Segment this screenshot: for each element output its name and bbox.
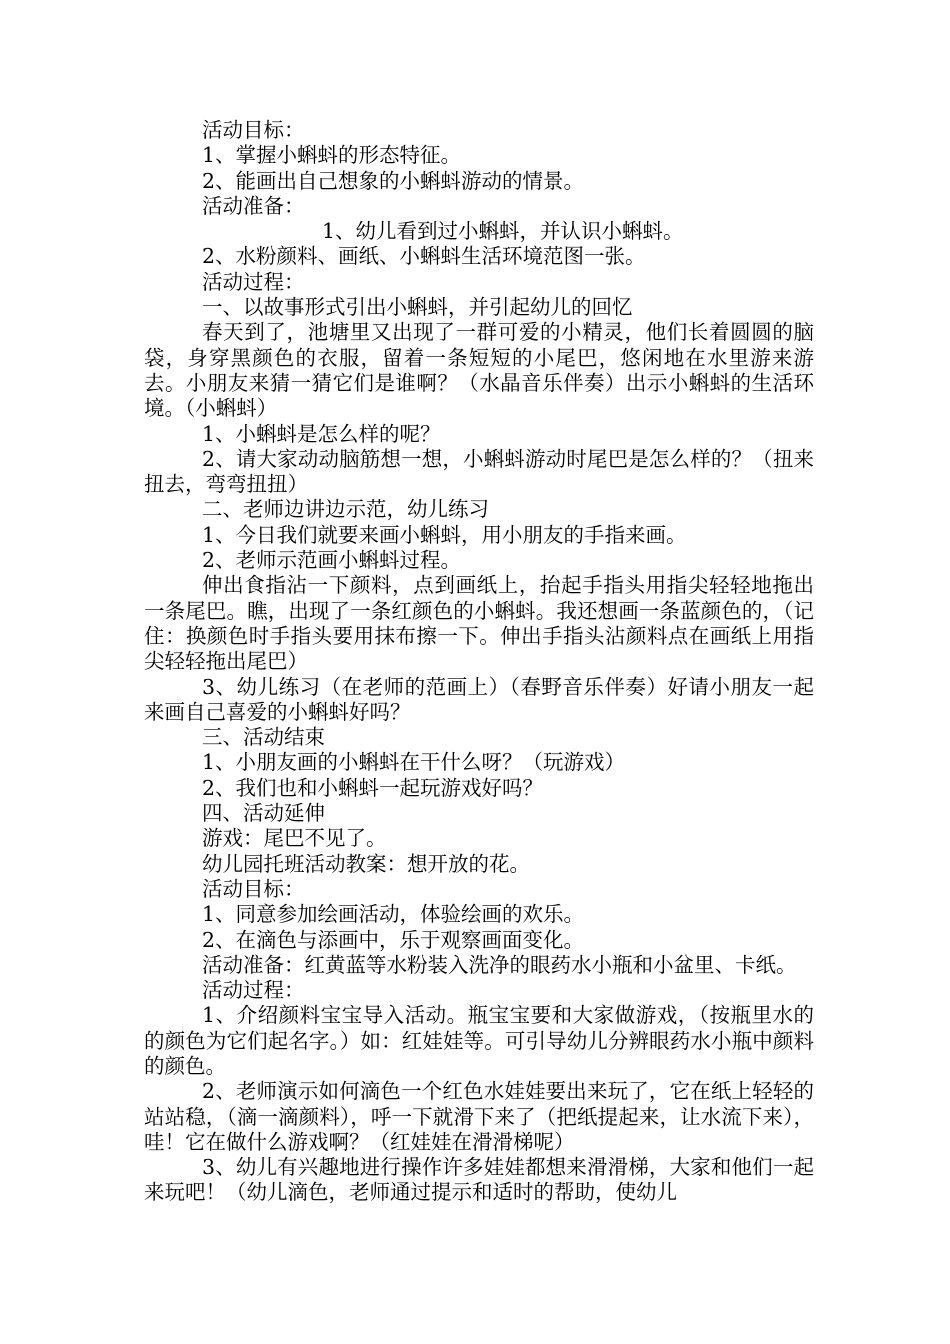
list-item: 3、幼儿有兴趣地进行操作许多娃娃都想来滑滑梯，大家和他们一起来玩吧！（幼儿滴色，老师通过提示和适时的帮助，使幼儿 <box>144 1155 814 1205</box>
list-item: 1、掌握小蝌蚪的形态特征。 <box>202 143 462 168</box>
list-item: 1、幼儿看到过小蝌蚪，并认识小蝌蚪。 <box>322 219 684 244</box>
section-heading: 活动过程： <box>202 978 305 1003</box>
list-item: 1、同意参加绘画活动，体验绘画的欢乐。 <box>202 902 585 927</box>
list-item: 1、小蝌蚪是怎么样的呢？ <box>202 421 441 446</box>
step-heading: 二、老师边讲边示范，幼儿练习 <box>202 497 489 522</box>
section-heading: 活动目标： <box>202 118 305 142</box>
step-heading: 四、活动延伸 <box>202 801 325 826</box>
list-item: 2、我们也和小蝌蚪一起玩游戏好吗？ <box>202 775 544 800</box>
body-paragraph: 游戏：尾巴不见了。 <box>202 826 387 851</box>
list-item: 2、请大家动动脑筋想一想，小蝌蚪游动时尾巴是怎么样的？（扭来扭去，弯弯扭扭） <box>144 446 814 497</box>
body-paragraph: 春天到了，池塘里又出现了一群可爱的小精灵，他们长着圆圆的脑袋，身穿黑颜色的衣服，留着一条短短的小尾巴，悠闲地在水里游来游去。小朋友来猜一猜它们是谁啊？（水晶音乐伴奏）出示小蝌蚪的生活环境。（小蝌蚪） <box>144 320 814 421</box>
section-heading: 活动准备： <box>202 193 305 218</box>
step-heading: 三、活动结束 <box>202 725 325 750</box>
list-item: 2、老师示范画小蝌蚪过程。 <box>202 548 462 573</box>
list-item: 2、老师演示如何滴色一个红色水娃娃要出来玩了，它在纸上轻轻的站站稳，（滴一滴颜料），呼一下就滑下来了（把纸提起来，让水流下来），哇！它在做什么游戏啊？（红娃娃在滑滑梯呢） <box>144 1079 814 1154</box>
section-heading: 活动过程： <box>202 269 305 294</box>
list-item: 2、在滴色与添画中，乐于观察画面变化。 <box>202 927 585 952</box>
body-paragraph: 活动准备：红黄蓝等水粉装入洗净的眼药水小瓶和小盆里、卡纸。 <box>202 952 797 977</box>
step-heading: 一、以故事形式引出小蝌蚪，并引起幼儿的回忆 <box>202 295 633 320</box>
body-paragraph: 伸出食指沾一下颜料，点到画纸上，抬起手指头用指尖轻轻地拖出一条尾巴。瞧，出现了一条红颜色的小蝌蚪。我还想画一条蓝颜色的，（记住：换颜色时手指头要用抹布擦一下。伸出手指头沾颜料点在画纸上用指尖轻轻拖出尾巴） <box>144 573 814 674</box>
list-item: 2、能画出自己想象的小蝌蚪游动的情景。 <box>202 168 585 193</box>
section-heading: 活动目标： <box>202 876 305 901</box>
list-item: 3、幼儿练习（在老师的范画上）（春野音乐伴奏）好请小朋友一起来画自己喜爱的小蝌蚪好吗？ <box>144 674 814 724</box>
lesson-title: 幼儿园托班活动教案：想开放的花。 <box>202 851 530 876</box>
list-item: 1、今日我们就要来画小蝌蚪，用小朋友的手指来画。 <box>202 522 687 547</box>
list-item: 2、水粉颜料、画纸、小蝌蚪生活环境范图一张。 <box>202 244 646 269</box>
list-item: 1、小朋友画的小蝌蚪在干什么呀？（玩游戏） <box>202 750 626 775</box>
list-item: 1、介绍颜料宝宝导入活动。瓶宝宝要和大家做游戏，（按瓶里水的的颜色为它们起名字。）如：红娃娃等。可引导幼儿分辨眼药水小瓶中颜料的颜色。 <box>144 1003 814 1078</box>
document-page <box>144 118 814 1206</box>
